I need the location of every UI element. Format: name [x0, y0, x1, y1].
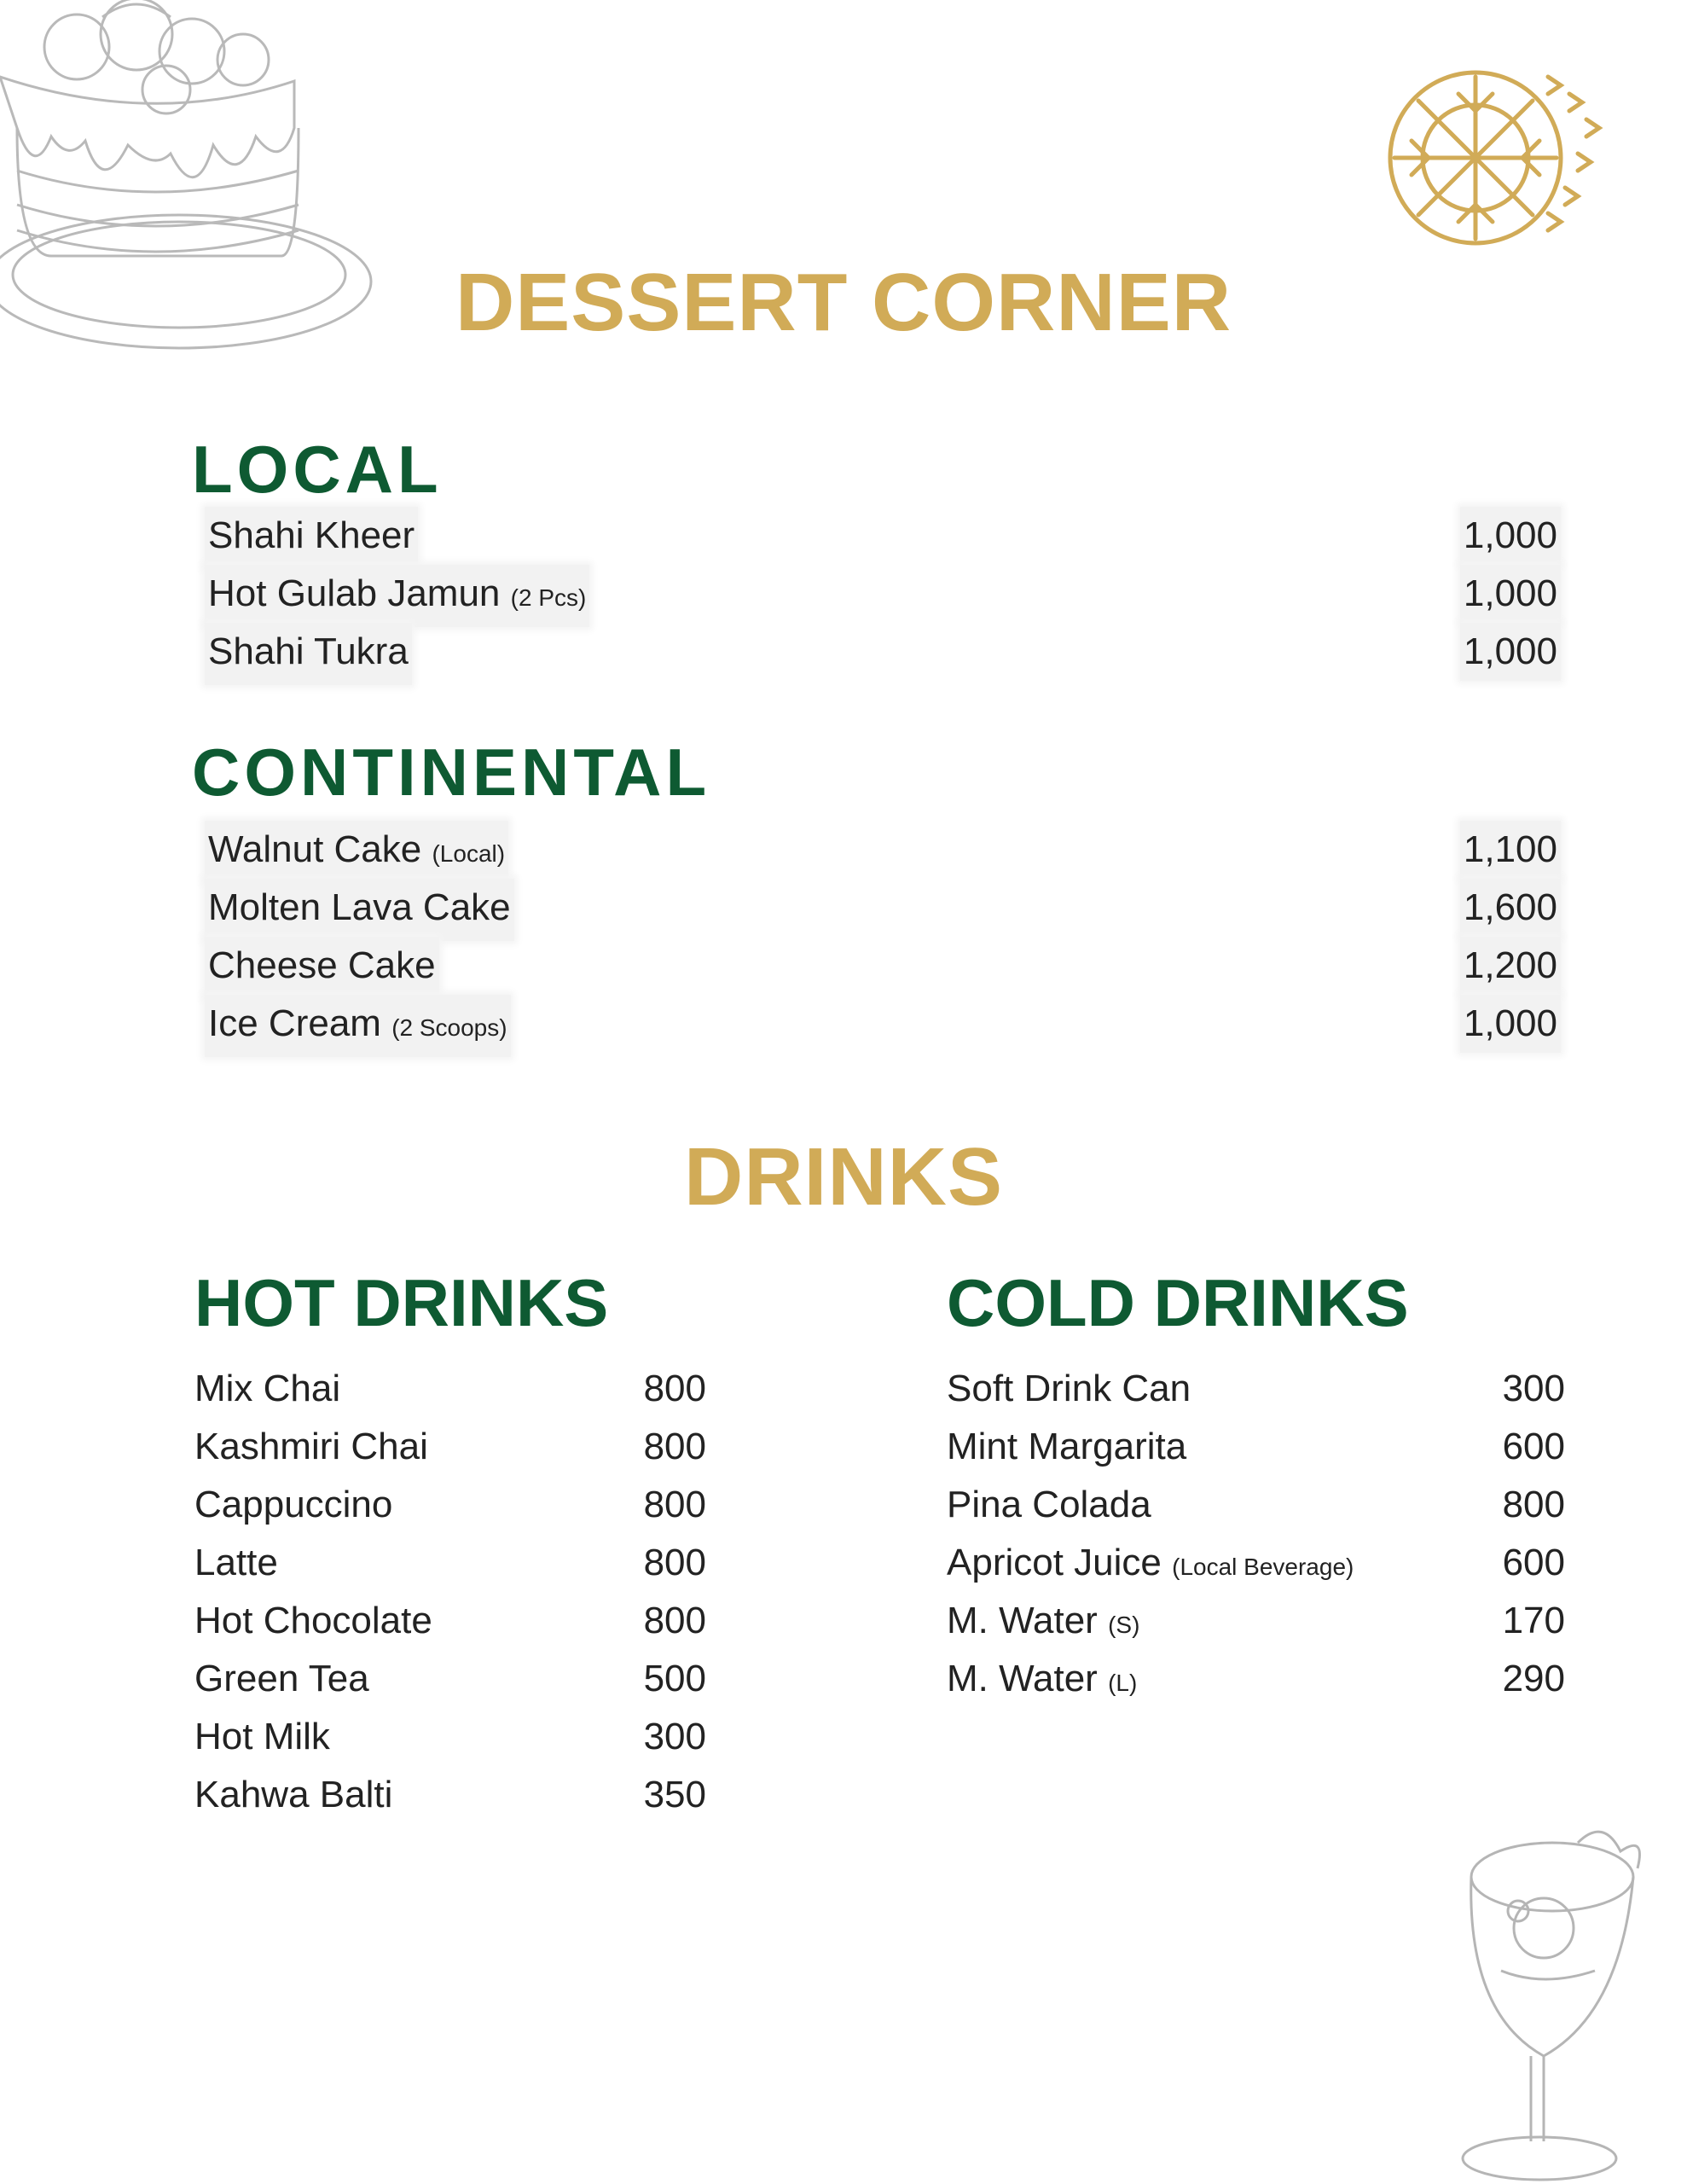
menu-item [947, 1592, 1565, 1650]
item-name: M. Water [947, 1600, 1098, 1641]
item-name: Mix Chai [194, 1368, 341, 1409]
item-note: (L) [1108, 1670, 1138, 1696]
cold-drinks-list [947, 1360, 1565, 1708]
section-heading-local: LOCAL [192, 432, 443, 507]
page-title: DESSERT CORNER [455, 257, 1232, 348]
item-name: Kahwa Balti [194, 1774, 393, 1815]
menu-item [205, 937, 1561, 995]
item-name: Shahi Tukra [208, 630, 409, 672]
item-price: 1,000 [1460, 995, 1561, 1053]
item-price: 1,000 [1460, 565, 1561, 623]
item-note: (Local) [432, 840, 506, 867]
item-price: 350 [643, 1774, 706, 1815]
item-name: Cappuccino [194, 1484, 393, 1525]
menu-item [194, 1708, 706, 1766]
item-price: 800 [643, 1484, 706, 1525]
item-name: Shahi Kheer [208, 514, 415, 556]
item-name: Hot Milk [194, 1716, 330, 1757]
item-name: Apricot Juice [947, 1542, 1162, 1583]
section-heading-hot-drinks: HOT DRINKS [194, 1265, 609, 1340]
continental-items-list [205, 821, 1561, 1053]
item-name: Hot Chocolate [194, 1600, 432, 1641]
item-name: Pina Colada [947, 1484, 1151, 1525]
item-note: (Local Beverage) [1172, 1554, 1354, 1580]
item-name: Mint Margarita [947, 1426, 1187, 1467]
section-heading-continental: CONTINENTAL [192, 735, 711, 810]
item-name: Kashmiri Chai [194, 1426, 428, 1467]
item-note: (2 Scoops) [391, 1014, 507, 1041]
item-price: 300 [643, 1716, 706, 1757]
menu-item [205, 821, 1561, 879]
menu-item [947, 1650, 1565, 1708]
item-price: 800 [643, 1542, 706, 1583]
section-heading-cold-drinks: COLD DRINKS [947, 1265, 1409, 1340]
item-name: Cheese Cake [208, 944, 436, 986]
item-price: 170 [1502, 1600, 1565, 1641]
menu-item [947, 1534, 1565, 1592]
item-price: 290 [1502, 1658, 1565, 1699]
menu-item [194, 1650, 706, 1708]
menu-item [947, 1476, 1565, 1534]
drinks-title: DRINKS [683, 1131, 1003, 1223]
menu-item [205, 507, 1561, 565]
menu-item [194, 1592, 706, 1650]
menu-item [205, 995, 1561, 1053]
item-price: 1,600 [1460, 879, 1561, 937]
menu-item [205, 879, 1561, 937]
item-price: 800 [1502, 1484, 1565, 1525]
item-name: Hot Gulab Jamun [208, 572, 501, 614]
item-price: 1,000 [1460, 507, 1561, 565]
drink-glass-sketch-icon [1450, 1817, 1672, 2184]
item-price: 800 [643, 1426, 706, 1467]
menu-item [194, 1534, 706, 1592]
item-price: 500 [643, 1658, 706, 1699]
menu-item [194, 1476, 706, 1534]
item-name: M. Water [947, 1658, 1098, 1699]
hot-drinks-list [194, 1360, 706, 1824]
item-price: 600 [1502, 1542, 1565, 1583]
item-name: Molten Lava Cake [208, 886, 511, 928]
item-price: 800 [643, 1368, 706, 1409]
item-name: Green Tea [194, 1658, 369, 1699]
item-price: 1,200 [1460, 937, 1561, 995]
item-price: 1,000 [1460, 623, 1561, 681]
menu-item [194, 1766, 706, 1824]
item-name: Soft Drink Can [947, 1368, 1191, 1409]
menu-item [947, 1418, 1565, 1476]
item-name: Ice Cream [208, 1002, 381, 1044]
item-price: 600 [1502, 1426, 1565, 1467]
item-note: (S) [1108, 1612, 1140, 1638]
item-name: Walnut Cake [208, 828, 422, 870]
menu-item [947, 1360, 1565, 1418]
item-price: 300 [1502, 1368, 1565, 1409]
menu-item [205, 565, 1561, 623]
menu-item [194, 1418, 706, 1476]
item-name: Latte [194, 1542, 278, 1583]
local-items-list [205, 507, 1561, 681]
gold-snowflake-ornament-icon [1377, 60, 1616, 256]
item-price: 800 [643, 1600, 706, 1641]
item-note: (2 Pcs) [510, 584, 587, 611]
item-price: 1,100 [1460, 821, 1561, 879]
menu-item [194, 1360, 706, 1418]
menu-item [205, 623, 1561, 681]
